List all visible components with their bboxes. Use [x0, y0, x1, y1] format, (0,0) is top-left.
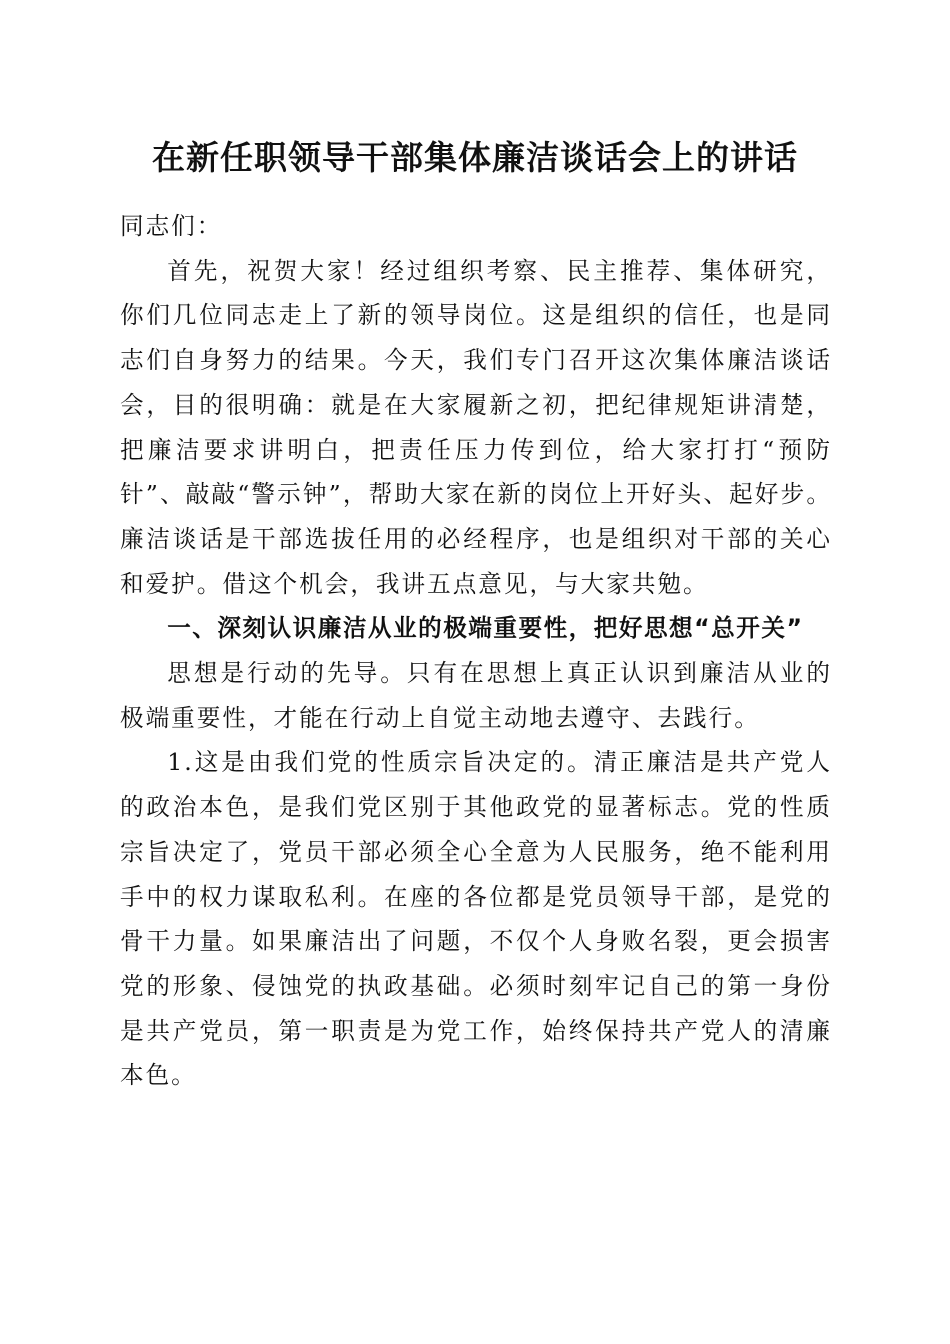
document-body [120, 204, 832, 1098]
paragraph-section-intro: 思想是行动的先导。只有在思想上真正认识到廉洁从业的极端重要性，才能在行动上自觉主动地去遵守、去践行。 [120, 659, 832, 732]
paragraph-opening: 首先，祝贺大家！经过组织考察、民主推荐、集体研究，你们几位同志走上了新的领导岗位。这是组织的信任，也是同志们自身努力的结果。今天，我们专门召开这次集体廉洁谈话会，目的很明确：就是在大家履新之初，把纪律规矩讲清楚，把廉洁要求讲明白，把责任压力传到位，给大家打打“预防针”、敲敲“警示钟”，帮助大家在新的岗位上开好头、起好步。廉洁谈话是干部选拔任用的必经程序，也是组织对干部的关心和爱护。借这个机会，我讲五点意见，与大家共勉。 [120, 256, 832, 598]
salutation: 同志们： [120, 212, 223, 240]
paragraph-point-1: 1.这是由我们党的性质宗旨决定的。清正廉洁是共产党人的政治本色，是我们党区别于其他政党的显著标志。党的性质宗旨决定了，党员干部必须全心全意为人民服务，绝不能利用手中的权力谋取私利。在座的各位都是党员领导干部，是党的骨干力量。如果廉洁出了问题，不仅个人身败名裂，更会损害党的形象、侵蚀党的执政基础。必须时刻牢记自己的第一身份是共产党员，第一职责是为党工作，始终保持共产党人的清廉本色。 [120, 748, 832, 1090]
section-heading-1: 一、深刻认识廉洁从业的极端重要性，把好思想“总开关” [167, 614, 804, 643]
document-title: 在新任职领导干部集体廉洁谈话会上的讲话 [152, 138, 798, 177]
